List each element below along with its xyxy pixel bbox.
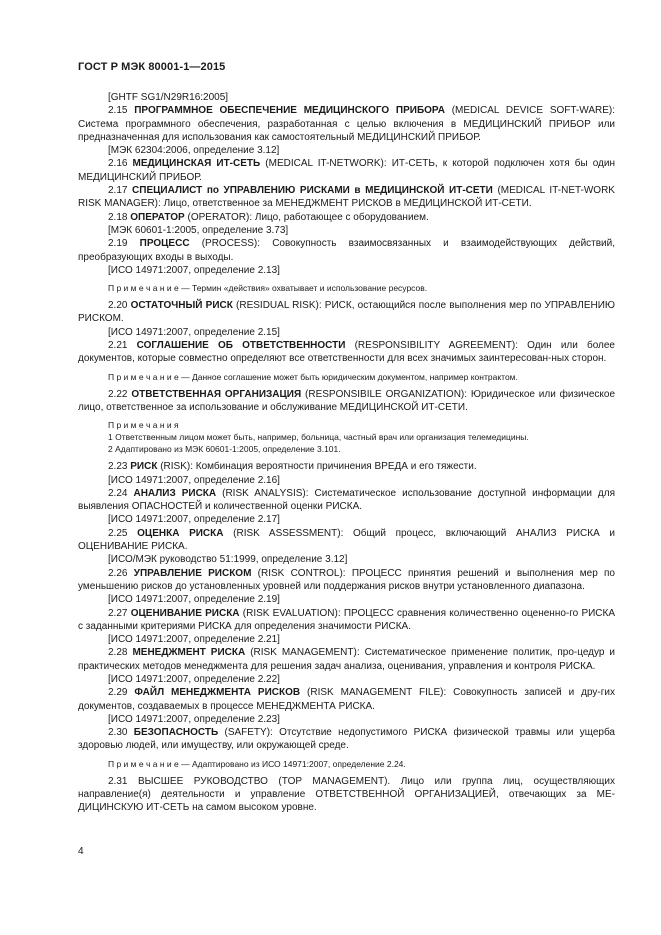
definition-number: 2.29 <box>108 687 128 699</box>
notes-block <box>78 419 615 455</box>
reference-line: [ИСО 14971:2007, определение 2.16] <box>108 474 280 486</box>
definition-term: РИСК <box>130 461 158 473</box>
definition-number: 2.17 <box>108 185 128 197</box>
definition-term: ФАЙЛ МЕНЕДЖМЕНТА РИСКОВ <box>134 687 301 699</box>
note-paragraph <box>78 371 615 383</box>
definition-number: 2.23 <box>108 461 128 473</box>
reference-line: [GHTF SG1/N29R16:2005] <box>108 92 229 103</box>
definition-number: 2.31 <box>108 775 128 787</box>
definition-paragraph <box>78 775 615 815</box>
definition-paragraph <box>78 237 615 264</box>
definition-paragraph <box>78 388 615 415</box>
reference-line: [ИСО 14971:2007, определение 2.17] <box>108 514 280 526</box>
definition-paragraph <box>78 567 615 594</box>
reference-line: [ИСО 14971:2007, определение 2.22] <box>108 673 280 685</box>
definition-term: ОСТАТОЧНЫЙ РИСК <box>130 300 233 312</box>
reference-line: [ИСО 14971:2007, определение 2.21] <box>108 634 280 646</box>
definition-text: (MEDICAL IT-NET-WORK RISK MANAGER): Лицо, ответственное за МЕНЕДЖМЕНТ РИСКОВ в МЕДИЦИНСКОЙ ИТ-СЕТИ. <box>78 185 615 210</box>
definition-paragraph <box>78 157 615 184</box>
definition-text: (RISK ASSESSMENT): Общий процесс, включающий АНАЛИЗ РИСКА и ОЦЕНИВАНИЕ РИСКА. <box>78 527 615 553</box>
reference-line: [ИСО/МЭК руководство 51:1999, определение 3.12] <box>108 554 348 566</box>
page-header: ГОСТ Р МЭК 80001-1—2015 <box>78 61 226 73</box>
reference-line: [ИСО 14971:2007, определение 2.15] <box>108 326 280 338</box>
definition-number: 2.22 <box>108 388 128 400</box>
note-label: П р и м е ч а н и е <box>108 371 179 382</box>
definition-text: (RISK MANAGEMENT FILE): Совокупность записей и дру-гих документов, создаваемых в процессе МЕНЕДЖМЕНТА РИСКА. <box>78 687 615 712</box>
definition-paragraph <box>78 646 615 673</box>
note-paragraph <box>78 282 615 294</box>
note-text: — Термин «действия» охватывает и использование ресурсов. <box>178 283 428 294</box>
reference-line: [МЭК 62304:2006, определение 3.12] <box>108 145 280 157</box>
reference-line: [ИСО 14971:2007, определение 2.19] <box>108 594 280 606</box>
definition-number: 2.28 <box>108 647 128 659</box>
definition-term: ПРОЦЕСС <box>139 238 190 250</box>
definition-number: 2.18 <box>108 211 128 223</box>
definition-paragraph <box>78 339 615 366</box>
definition-text: (RISK EVALUATION): ПРОЦЕСС сравнения количественно оцененно-го РИСКА с заданными критериями РИСКА для определения значимости РИСКА. <box>78 607 616 632</box>
definition-number: 2.25 <box>108 527 128 539</box>
definition-text: (PROCESS): Совокупность взаимосвязанных и взаимодействующих действий, преобразующих входы в выходы. <box>78 238 616 263</box>
definition-number: 2.30 <box>108 727 128 739</box>
definition-number: 2.16 <box>108 158 128 170</box>
reference-line: [ИСО 14971:2007, определение 2.23] <box>108 713 280 725</box>
definition-term: ОЦЕНИВАНИЕ РИСКА <box>130 607 240 619</box>
definition-number: 2.27 <box>108 607 128 619</box>
definition-paragraph <box>78 184 615 211</box>
note-label: П р и м е ч а н и е <box>108 283 179 294</box>
definition-text: (MEDICAL IT-NETWORK): ИТ-СЕТЬ, к которой подключен хотя бы один МЕДИЦИНСКИЙ ПРИБОР. <box>78 158 615 183</box>
definition-term: МЕНЕДЖМЕНТ РИСКА <box>132 647 246 659</box>
note-label: П р и м е ч а н и е <box>108 758 179 769</box>
document-body <box>78 91 615 815</box>
definition-paragraph <box>78 607 615 634</box>
definition-term: АНАЛИЗ РИСКА <box>133 487 217 499</box>
definition-text: (SAFETY): Отсутствие недопустимого РИСКА физической травмы или ущерба здоровью людей, или имуществу, или окружающей среде. <box>78 727 615 752</box>
definition-number: 2.20 <box>108 300 128 312</box>
definition-term: СПЕЦИАЛИСТ по УПРАВЛЕНИЮ РИСКАМИ в МЕДИЦИНСКОЙ ИТ-СЕТИ <box>132 185 493 197</box>
definition-text: (RESPONSIBILITY AGREEMENT): Один или более документов, которые совместно определяют все ответственности для всех значимых заинтересован-ных сторон. <box>78 340 615 365</box>
definition-paragraph <box>78 487 615 514</box>
definition-text: (OPERATOR): Лицо, работающее с оборудованием. <box>187 211 429 223</box>
definition-paragraph <box>78 104 615 144</box>
definition-number: 2.15 <box>108 105 128 117</box>
definition-term: ОПЕРАТОР <box>130 211 185 223</box>
definition-term: МЕДИЦИНСКАЯ ИТ-СЕТЬ <box>132 158 261 170</box>
definition-paragraph <box>78 299 615 326</box>
note-paragraph <box>78 758 615 770</box>
definition-text: (RESIDUAL RISK): РИСК, остающийся после выполнения мер по УПРАВЛЕНИЮ РИСКОМ. <box>78 300 616 325</box>
definition-term: УПРАВЛЕНИЕ РИСКОМ <box>133 567 252 579</box>
notes-label: П р и м е ч а н и я <box>108 420 179 431</box>
note-item: 1 Ответственным лицом может быть, например, больница, частный врач или организация телемедицины. <box>108 432 529 443</box>
definition-paragraph <box>78 686 615 713</box>
definition-text: (RISK): Комбинация вероятности причинения ВРЕДА и его тяжести. <box>160 461 477 473</box>
definition-text: (RISK MANAGEMENT): Систематическое применение политик, про-цедур и практических методов менеджмента для решения задач анализа, оценивания, управления и контроля РИСКА. <box>78 647 616 672</box>
reference-line: [МЭК 60601-1:2005, определение 3.73] <box>108 224 289 236</box>
definition-number: 2.26 <box>108 567 128 579</box>
definition-number: 2.19 <box>108 238 128 250</box>
definition-number: 2.21 <box>108 340 128 352</box>
note-text: — Данное соглашение может быть юридическим документом, например контрактом. <box>178 371 518 382</box>
note-text: — Адаптировано из ИСО 14971:2007, определение 2.24. <box>178 758 406 769</box>
definition-number: 2.24 <box>108 487 128 499</box>
definition-paragraph <box>78 527 615 554</box>
definition-text: (RISK ANALYSIS): Систематическое использование доступной информации для выявления ОПАСНОСТЕЙ и количественной оценки РИСКА. <box>78 487 615 513</box>
page-number: 4 <box>78 846 84 857</box>
definition-term: ОЦЕНКА РИСКА <box>137 527 224 539</box>
definition-text: (RISK CONTROL): ПРОЦЕСС принятия решений и выполнения мер по уменьшению рисков до установленных уровней или поддержания рисков внутри установленного диапазона. <box>78 567 615 592</box>
reference-line: [ИСО 14971:2007, определение 2.13] <box>108 264 280 276</box>
note-item: 2 Адаптировано из МЭК 60601-1:2005, определение 3.101. <box>108 444 341 455</box>
definition-term: ОТВЕТСТВЕННАЯ ОРГАНИЗАЦИЯ <box>131 388 302 400</box>
definition-term: СОГЛАШЕНИЕ ОБ ОТВЕТСТВЕННОСТИ <box>136 340 346 352</box>
definition-term: ПРОГРАММНОЕ ОБЕСПЕЧЕНИЕ МЕДИЦИНСКОГО ПРИБОРА <box>134 105 445 117</box>
definition-text: ВЫСШЕЕ РУКОВОДСТВО (TOP MANAGEMENT). Лицо или группа лиц, осуществляющих направление(я) деятельности и управление ОТВЕТСТВЕННОЙ ОРГАНИЗАЦИЕЙ, отвечающих за МЕ-ДИЦИНСКУЮ ИТ-СЕТЬ на самом высоком уровне. <box>78 775 615 814</box>
definition-paragraph <box>78 726 615 753</box>
definition-term: БЕЗОПАСНОСТЬ <box>133 727 219 739</box>
definition-paragraph <box>78 460 615 473</box>
definition-paragraph <box>78 211 615 224</box>
definition-text: (MEDICAL DEVICE SOFT-WARE): Система программного обеспечения, разработанная с целью включения в МЕДИЦИНСКИЙ ПРИБОР или предназначенная для использования как самостоятельный МЕДИЦИНСКИЙ ПРИБОР. <box>78 105 616 143</box>
definition-text: (RESPONSIBILE ORGANIZATION): Юридическое или физическое лицо, ответственное за использование и обслуживание МЕДИЦИНСКОЙ ИТ-СЕТИ. <box>78 388 616 413</box>
